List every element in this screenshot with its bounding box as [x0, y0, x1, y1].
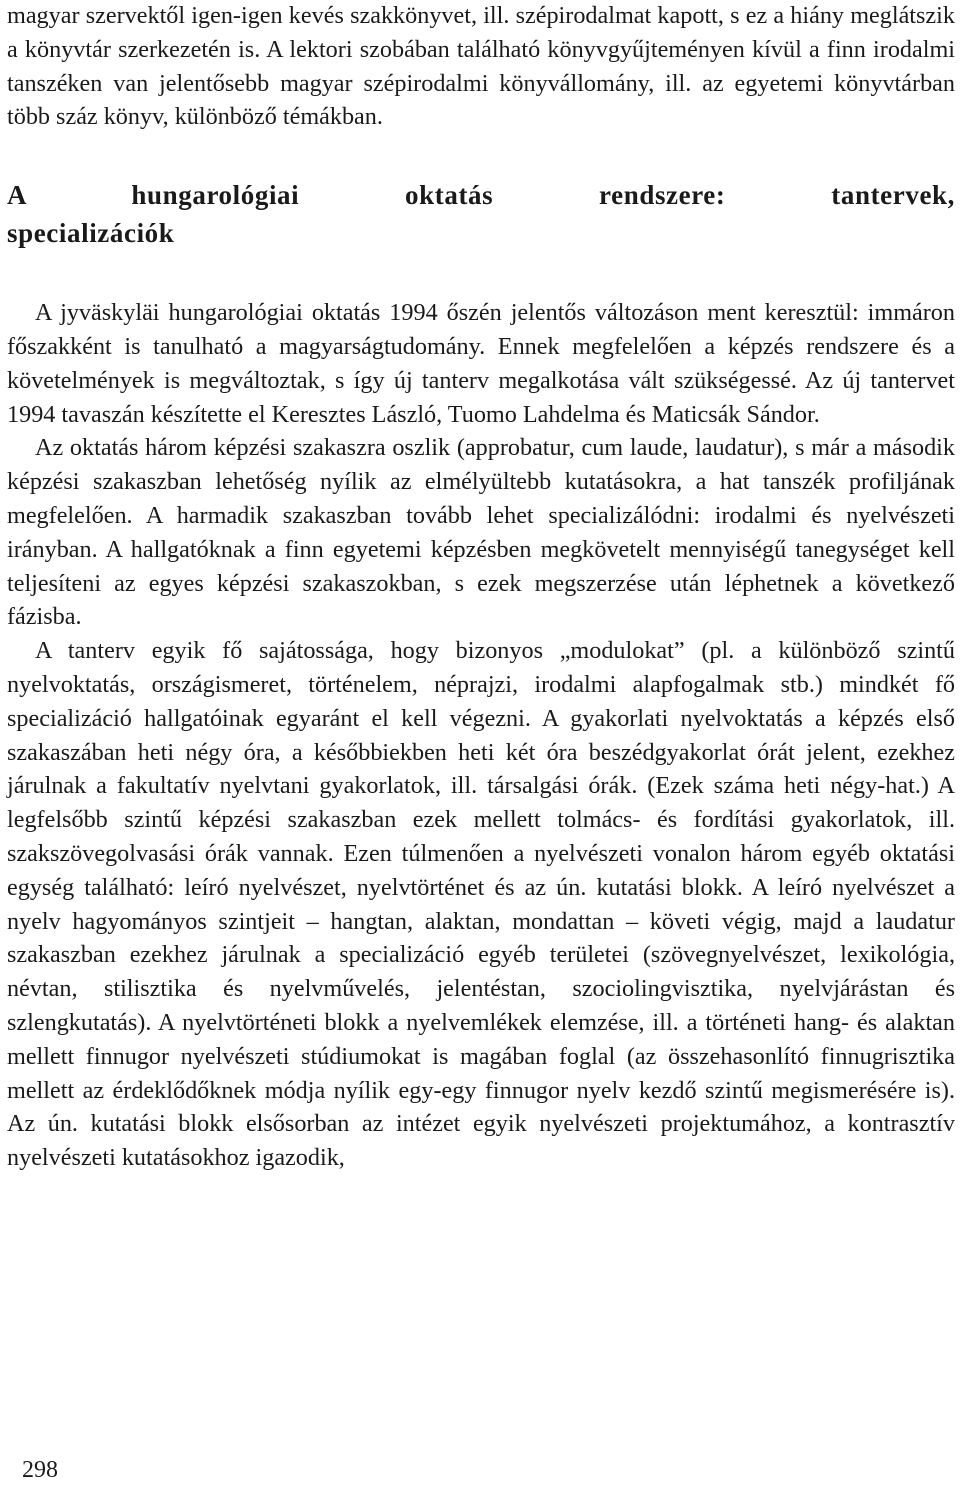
section-heading [7, 176, 955, 252]
section-heading-line2: specializációk [7, 218, 175, 249]
body-paragraph-3: A tanterv egyik fő sajátossága, hogy bizonyos „modulokat” (pl. a különböző szintű nyelvoktatás, országismeret, történelem, néprajzi, irodalmi alapfogalmak stb.) mindkét fő specializáció hallgatóinak egyaránt el kell végezni. A gyakorlati nyelvoktatás a képzés első szakaszában heti négy óra, a későbbiekben heti két óra beszédgyakorlat órát jelent, ezekhez járulnak a fakultatív nyelvtani gyakorlatok, ill. társalgási órák. (Ezek száma heti négy-hat.) A legfelsőbb szintű képzési szakaszban ezek mellett tolmács- és fordítási gyakorlatok, ill. szakszövegolvasási órák vannak. Ezen túlmenően a nyelvészeti vonalon három egyéb oktatási egység található: leíró nyelvészet, nyelvtörténet és az ún. kutatási blokk. A leíró nyelvészet a nyelv hagyományos szintjeit – hangtan, alaktan, mondattan – követi végig, majd a laudatur szakaszban ezekhez járulnak a specializáció egyéb területei (szövegnyelvészet, lexikológia, névtan, stilisztika és nyelvművelés, jelentéstan, szociolingvisztika, nyelvjárástan és szlengkutatás). A nyelvtörténeti blokk a nyelvemlékek elemzése, ill. a történeti hang- és alaktan mellett finnugor nyelvészeti stúdiumokat is magában foglal (az összehasonlító finnugrisztika mellett az érdeklődőknek módja nyílik egy-egy finnugor nyelv kezdő szintű megismerésére is). Az ún. kutatási blokk elsősorban az intézet egyik nyelvészeti projektumához, a kontrasztív nyelvészeti kutatásokhoz igazodik, [7, 637, 955, 1172]
body-paragraph-1: A jyväskyläi hungarológiai oktatás 1994 őszén jelentős változáson ment keresztül: immáron főszakként is tanulható a magyarságtudomány. Ennek megfelelően a képzés rendszere és a követelmények is megváltoztak, s így új tanterv megalkotása vált szükségessé. Az új tantervet 1994 tavaszán készítette el Keresztes László, Tuomo Lahdelma és Maticsák Sándor. [7, 299, 955, 428]
section-heading-line1: A hungarológiai oktatás rendszere: tantervek, [7, 180, 955, 211]
body-paragraph-2: Az oktatás három képzési szakaszra oszlik (approbatur, cum laude, laudatur), s már a második képzési szakaszban lehetőség nyílik az elmélyültebb kutatásokra, a hat tanszék profiljának megfelelően. A harmadik szakaszban tovább lehet specializálódni: irodalmi és nyelvészeti irányban. A hallgatóknak a finn egyetemi képzésben megkövetelt mennyiségű tanegységet kell teljesíteni az egyes képzési szakaszokban, s ezek megszerzése után léphetnek a következő fázisba. [7, 434, 955, 631]
document-page [7, 0, 955, 1175]
section-body [7, 296, 955, 1175]
page-number: 298 [22, 1457, 58, 1483]
intro-paragraph: magyar szervektől igen-igen kevés szakkönyvet, ill. szépirodalmat kapott, s ez a hiány meglátszik a könyvtár szerkezetén is. A lektori szobában található könyvgyűjteményen kívül a finn irodalmi tanszéken van jelentősebb magyar szépirodalmi könyvállomány, ill. az egyetemi könyvtárban több száz könyv, különböző témákban. [7, 2, 955, 131]
